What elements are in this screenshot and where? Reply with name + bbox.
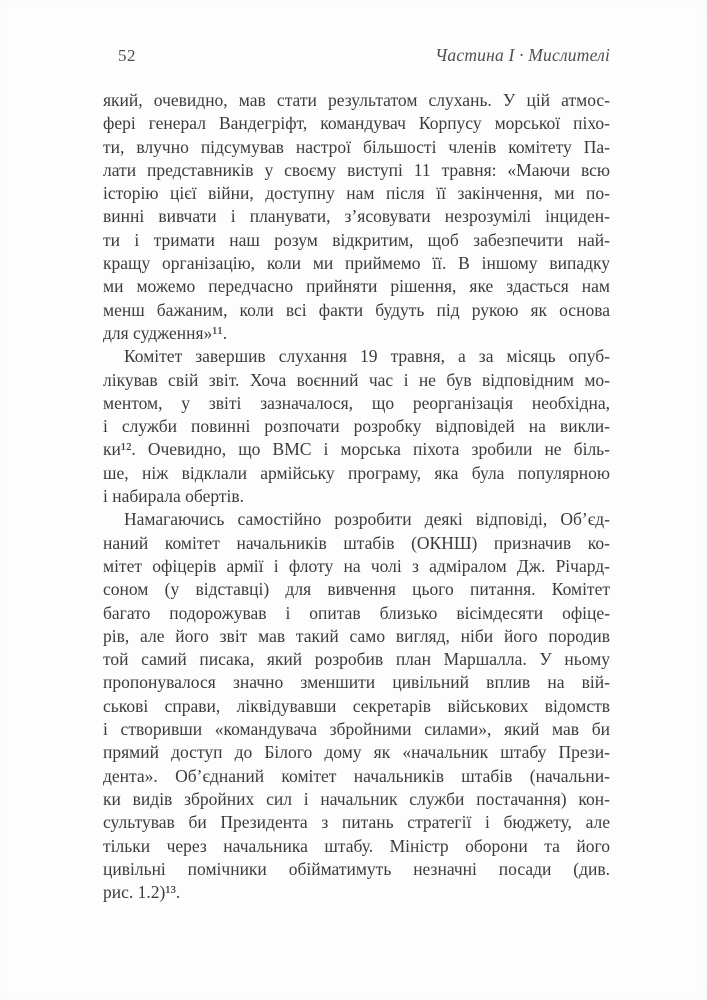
text-line: сультував би Президента з питань стратегії і бюджету, але <box>103 812 610 833</box>
text-line: ки видів збройних сил і начальник служби постачання) кон- <box>103 788 610 809</box>
text-line: менш бажаним, коли всі факти будуть під рукою як основа <box>103 299 610 320</box>
text-line: соном (у відставці) для вивчення цього питання. Комітет <box>103 579 610 600</box>
text-line: винні вивчати і планувати, з’ясовувати незрозумілі інциден- <box>103 206 610 227</box>
running-header <box>103 45 610 66</box>
text-line: фері генерал Вандегріфт, командувач Корпусу морської піхо- <box>103 113 610 134</box>
page-number: 52 <box>118 46 136 65</box>
text-line: ше, ніж відклали армійську програму, яка була популярною <box>103 462 610 483</box>
text-line: ми можемо передчасно прийняти рішення, яке здасться нам <box>103 276 610 297</box>
text-line: ки¹². Очевидно, що ВМС і морська піхота зробили не біль- <box>103 439 610 460</box>
text-line: і створивши «командувача збройними силами», який мав би <box>103 719 610 740</box>
text-line: ськові справи, ліквідувавши секретарів військових відомств <box>103 695 610 716</box>
running-header-title: Частина І · Мислителі <box>435 45 610 65</box>
text-line: який, очевидно, мав стати результатом слухань. У цій атмос- <box>103 90 610 110</box>
text-line: ти і тримати наш розум відкритим, щоб забезпечити най- <box>103 229 610 250</box>
paragraph <box>103 345 610 508</box>
text-line: і служби повинні розпочати розробку відповідей на викли- <box>103 416 610 437</box>
text-line: рів, але його звіт мав такий само вигляд, ніби його породив <box>103 625 610 646</box>
text-line: той самий писака, який розробив план Маршалла. У ньому <box>103 649 610 670</box>
text-line: прямий доступ до Білого дому як «начальник штабу Прези- <box>103 742 610 763</box>
text-line: дента». Об’єднаний комітет начальників штабів (начальни- <box>103 765 610 786</box>
text-line: історію цієї війни, доступну нам після її закінчення, ми по- <box>103 183 610 204</box>
text-line: Комітет завершив слухання 19 травня, а за місяць опуб- <box>124 346 610 367</box>
text-line: рис. 1.2)¹³. <box>103 882 181 903</box>
body-text <box>103 89 610 904</box>
paragraph <box>103 508 610 904</box>
text-line: пропонувалося значно зменшити цивільний вплив на вій- <box>103 672 610 693</box>
text-line: багато подорожував і опитав близько вісімдесяти офіце- <box>103 602 610 623</box>
text-line: наний комітет начальників штабів (ОКНШ) призначив ко- <box>103 532 610 553</box>
text-line: кращу організацію, коли ми приймемо її. В іншому випадку <box>103 253 610 274</box>
text-line: мітет офіцерів армії і флоту на чолі з адміралом Дж. Річард- <box>103 555 610 576</box>
paragraph <box>103 89 610 345</box>
text-line: ти, влучно підсумував настрої більшості членів комітету Па- <box>103 136 610 157</box>
text-line: Намагаючись самостійно розробити деякі відповіді, Об’єд- <box>124 509 610 530</box>
text-line: і набирала обертів. <box>103 486 245 507</box>
text-line: тільки через начальника штабу. Міністр оборони та його <box>103 835 610 856</box>
text-line: для судження»¹¹. <box>103 322 228 343</box>
text-line: цивільні помічники обійматимуть незначні посади (див. <box>103 858 610 879</box>
text-line: лати представників у своєму виступі 11 травня: «Маючи всю <box>103 159 610 180</box>
text-line: ментом, у звіті зазначалося, що реорганізація необхідна, <box>103 392 610 413</box>
text-line: лікував свій звіт. Хоча воєнний час і не був відповідним мо- <box>103 369 610 390</box>
